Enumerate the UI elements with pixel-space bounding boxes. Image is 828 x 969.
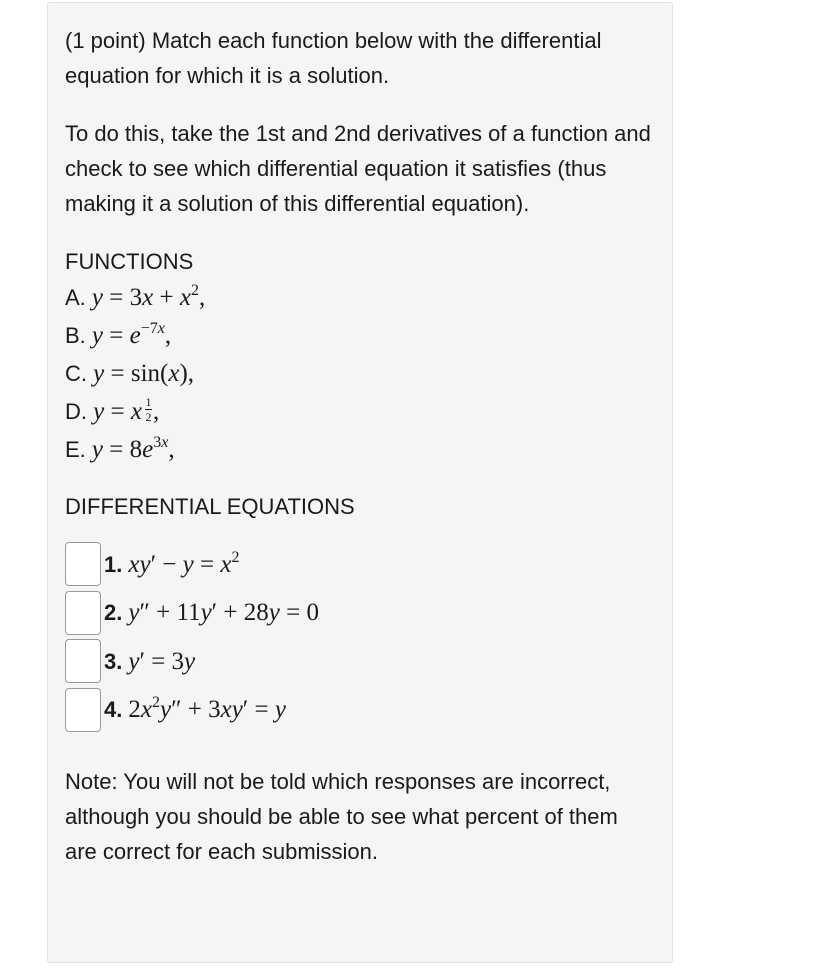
functions-list [65, 279, 654, 469]
answer-input-4[interactable] [65, 688, 101, 732]
problem-card [47, 2, 673, 963]
equation-row-2 [65, 589, 654, 638]
exponent-fraction: $\frac{1}{2}$ [145, 395, 152, 424]
equation-formula: y′ = 3y [128, 647, 196, 675]
function-b [65, 317, 654, 355]
equation-number: 2. [104, 600, 123, 626]
function-label: D. [65, 399, 87, 424]
problem-note: Note: You will not be told which responses are incorrect, although you should be able to see what percent of them are correct for each submission. [65, 769, 618, 864]
equation-formula: $2x^2y'' + 3xy' = y$ [128, 694, 286, 724]
answer-input-1[interactable] [65, 542, 101, 586]
function-d [65, 393, 654, 431]
function-formula: y = sin(x), [93, 360, 195, 387]
equation-row-4 [65, 686, 654, 735]
function-a [65, 279, 654, 317]
equation-number: 1. [104, 551, 123, 577]
equation-number: 3. [104, 648, 123, 674]
function-formula: y = x $\frac{1}{2}$ , [93, 395, 160, 425]
function-label: B. [65, 323, 86, 348]
function-formula: $y = 8e^{3x}$, [91, 434, 175, 463]
function-formula: $y = e^{-7x}$, [91, 320, 172, 349]
equation-row-3 [65, 637, 654, 686]
answer-input-3[interactable] [65, 639, 101, 683]
equation-formula: $xy' - y = x^2$ [128, 548, 240, 578]
equation-row-1 [65, 540, 654, 589]
equations-list [65, 540, 654, 734]
problem-intro: (1 point) Match each function below with the differential equation for which it is a solution. [65, 28, 602, 88]
equation-number: 4. [104, 697, 123, 723]
answer-input-2[interactable] [65, 591, 101, 635]
function-label: E. [65, 437, 86, 462]
equation-formula: y″ + 11y′ + 28y = 0 [128, 599, 319, 627]
function-e [65, 431, 654, 469]
equations-heading: DIFFERENTIAL EQUATIONS [65, 494, 355, 519]
problem-instructions: To do this, take the 1st and 2nd derivatives of a function and check to see which differential equation it satisfies (thus making it a solution of this differential equation). [65, 121, 651, 216]
function-formula: $y = 3x + x^2$, [91, 282, 206, 311]
function-c [65, 355, 654, 393]
function-label: C. [65, 361, 87, 386]
function-label: A. [65, 285, 86, 310]
functions-heading: FUNCTIONS [65, 249, 194, 274]
